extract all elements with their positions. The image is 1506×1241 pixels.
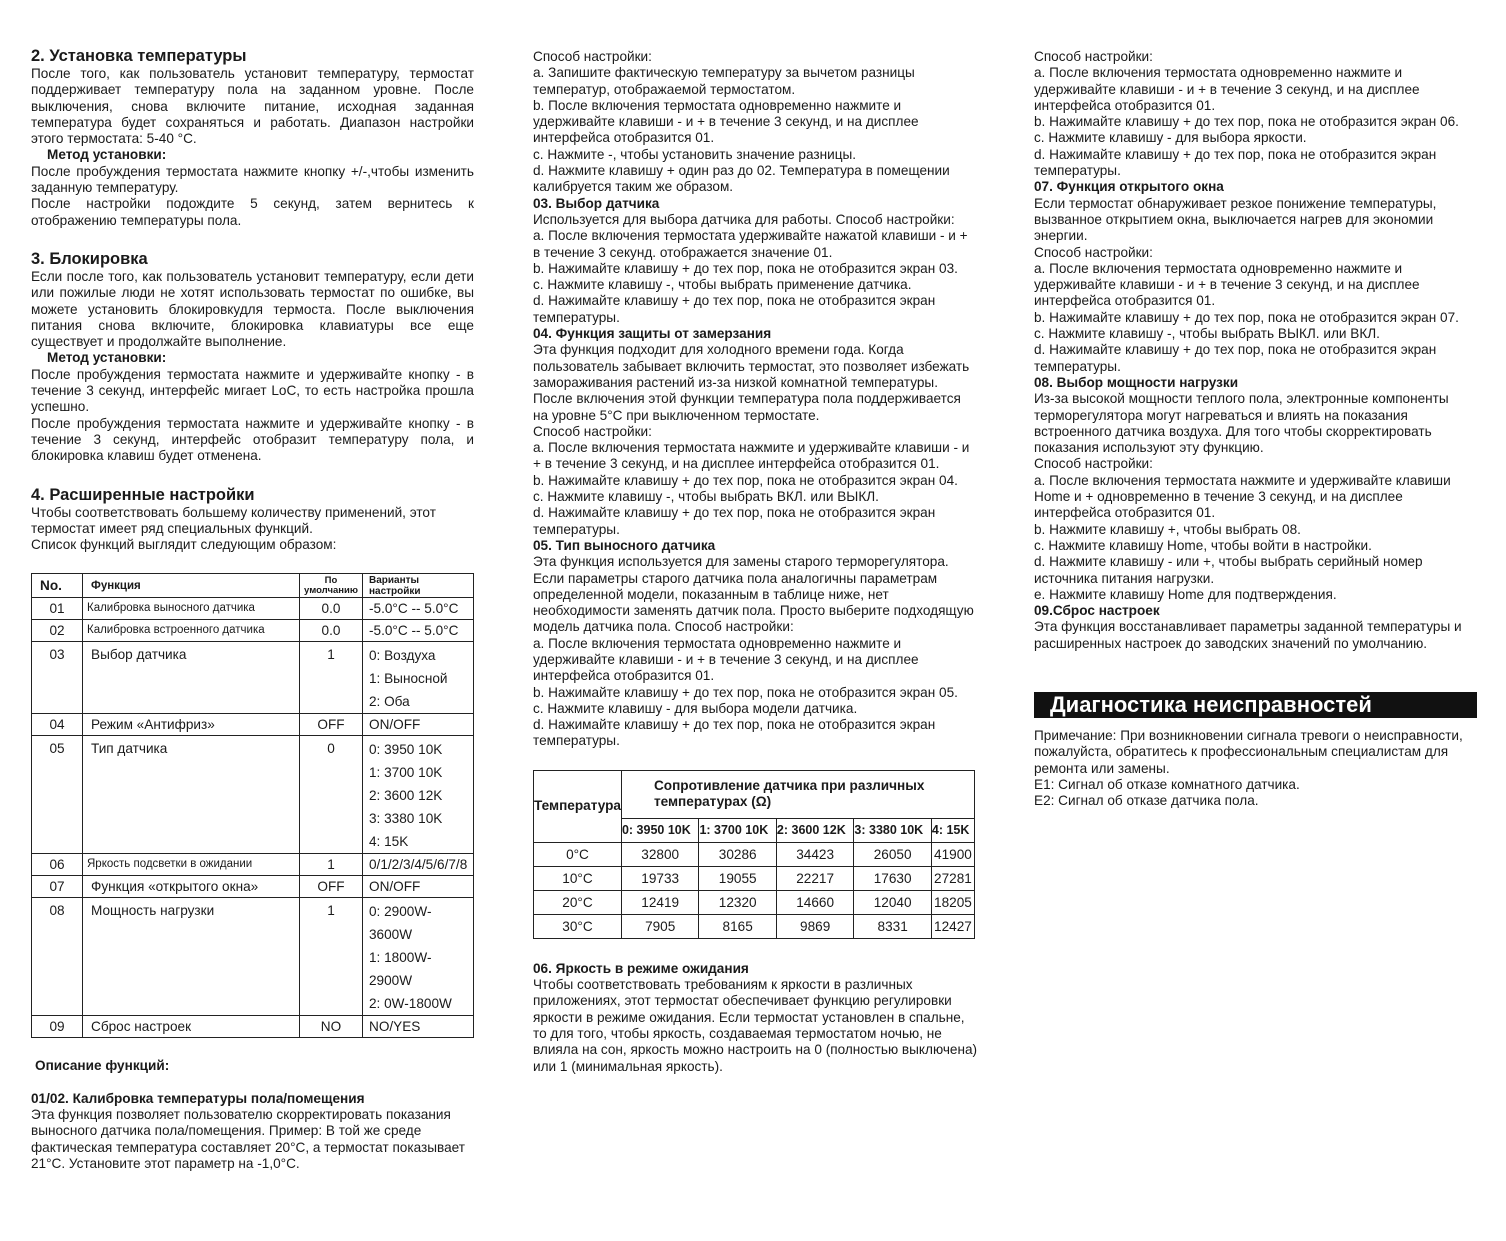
function-04-steps: [533, 342, 978, 538]
section-3-title: 3. Блокировка: [31, 249, 148, 268]
th-function: Функция: [83, 574, 300, 598]
th-no: No.: [32, 574, 83, 598]
rt-temp: 30°C: [534, 914, 622, 938]
function-no: 07: [32, 876, 83, 898]
function-05-line-5: d. Нажимайте клавишу + до тех пор, пока не отобразится экран температуры.: [533, 717, 936, 749]
function-04-line-5: c. Нажмите клавишу -, чтобы выбрать ВКЛ. или ВЫКЛ.: [533, 489, 879, 505]
function-options: [363, 876, 474, 898]
function-08-line-4: b. Нажмите клавишу +, чтобы выбрать 08.: [1034, 521, 1301, 537]
rt-value: 41900: [931, 842, 974, 866]
rt-temp-header: Температура: [534, 770, 622, 842]
function-no: 01: [32, 598, 83, 620]
rt-value: 26050: [854, 842, 931, 866]
th-options: Варианты настройки: [363, 574, 474, 598]
option-value: 0/1/2/3/4/5/6/7/8: [369, 857, 468, 873]
rt-value: 12419: [621, 890, 698, 914]
rt-row: [534, 842, 975, 866]
section-3-method-2: После пробуждения термостата нажмите и удерживайте кнопку - в течение 3 секунд, интерфейс отобразит температуру пола, и блокировка клавиш будет отменена.: [31, 415, 474, 464]
function-08-line-5: c. Нажмите клавишу Home, чтобы войти в настройки.: [1034, 537, 1372, 553]
function-no: 02: [32, 620, 83, 642]
function-name: Выбор датчика: [83, 642, 300, 714]
function-08-line-7: e. Нажмите клавишу Home для подтверждения.: [1034, 586, 1337, 602]
brightness-step-2: a. После включения термостата одновременно нажмите и удерживайте клавиши - и + в течение 3 секунд, и на дисплее интерфейса отобразится 01.: [1034, 65, 1420, 113]
rt-value: 14660: [776, 890, 853, 914]
function-row-07: [32, 876, 474, 898]
function-07-line-3: a. После включения термостата одновременно нажмите и удерживайте клавиши - и + в течение 3 секунд, и на дисплее интерфейса отобразится 01.: [1034, 260, 1420, 309]
function-05-title: 05. Тип выносного датчика: [533, 537, 716, 553]
option-value: 0: Воздуха: [369, 648, 436, 664]
function-default: 0: [300, 736, 363, 854]
section-2-title: 2. Установка температуры: [31, 47, 247, 65]
option-value: -5.0°C -- 5.0°C: [369, 623, 459, 639]
function-07-title: 07. Функция открытого окна: [1034, 179, 1224, 195]
section-4-text: Чтобы соответствовать большему количеству применений, этот термостат имеет ряд специальных функций.: [31, 504, 436, 536]
option-value: 0: 3950 10K: [369, 742, 443, 758]
calibration-step-5: d. Нажмите клавишу + один раз до 02. Температура в помещении калибруется таким же образом.: [533, 163, 950, 195]
function-options: [363, 898, 474, 1016]
section-3-method: Метод установки:: [47, 350, 167, 366]
rt-value: 19733: [621, 866, 698, 890]
function-row-02: [32, 620, 474, 642]
function-options: [363, 642, 474, 714]
option-value: 1: 3700 10K: [369, 765, 443, 781]
function-row-04: [32, 714, 474, 736]
function-name: Калибровка встроенного датчика: [83, 620, 300, 642]
function-07-line-6: d. Нажимайте клавишу + до тех пор, пока не отобразится экран температуры.: [1034, 342, 1437, 374]
rt-model-1: 1: 3700 10K: [699, 818, 776, 842]
rt-model-0: 0: 3950 10K: [621, 818, 698, 842]
function-05-line-1: Эта функция используется для замены старого терморегулятора. Если параметры старого датчика пола аналогичны параметрам определенной модели, показанным в таблице ниже, нет необходимости заменять датчик пола. Просто выберите подходящую модель датчика пола. Способ настройки:: [533, 554, 974, 635]
function-04-title: 04. Функция защиты от замерзания: [533, 326, 772, 342]
function-default: 0.0: [300, 620, 363, 642]
function-no: 03: [32, 642, 83, 714]
function-06-title: 06. Яркость в режиме ожидания: [533, 960, 749, 976]
diagnostics-text: [1034, 728, 1477, 809]
section-4-list-intro: Список функций выглядит следующим образом:: [31, 537, 337, 553]
rt-value: 30286: [699, 842, 776, 866]
function-options: [363, 620, 474, 642]
function-07-line-5: c. Нажмите клавишу -, чтобы выбрать ВЫКЛ. или ВКЛ.: [1034, 326, 1380, 342]
function-name: Режим «Антифриз»: [83, 714, 300, 736]
column-middle: [533, 49, 978, 1075]
th-default: По умолчанию: [300, 574, 363, 598]
rt-resistance-header: Сопротивление датчика при различных температурах (Ω): [621, 770, 974, 818]
brightness-step-4: c. Нажмите клавишу - для выбора яркости.: [1034, 130, 1307, 146]
option-value: -5.0°C -- 5.0°C: [369, 601, 459, 617]
function-options: [363, 854, 474, 876]
function-no: 09: [32, 1016, 83, 1038]
brightness-step-5: d. Нажимайте клавишу + до тех пор, пока не отобразится экран температуры.: [1034, 146, 1437, 179]
rt-value: 8165: [699, 914, 776, 938]
function-no: 04: [32, 714, 83, 736]
section-3-method-1: После пробуждения термостата нажмите и удерживайте кнопку - в течение 3 секунд, интерфейс мигает LoC, то есть настройка прошла успешно.: [31, 366, 474, 415]
function-04-line-4: b. Нажимайте клавишу + до тех пор, пока не отобразится экран 04.: [533, 472, 958, 488]
description-title: Описание функций:: [35, 1058, 170, 1074]
function-08-steps: [1034, 391, 1477, 603]
function-07-line-1: Если термостат обнаруживает резкое понижение температуры, вызванное открытием окна, выключается нагрев для экономии энергии.: [1034, 195, 1437, 244]
function-04-line-2: Способ настройки:: [533, 423, 652, 439]
function-row-08: [32, 898, 474, 1016]
functions-table-body: [32, 598, 474, 1038]
function-row-05: [32, 736, 474, 854]
section-2-method-2: После настройки подождите 5 секунд, затем вернитесь к отображению температуры пола.: [31, 196, 474, 228]
option-value: 3: 3380 10K: [369, 811, 443, 827]
option-value: 2: Оба: [369, 694, 410, 710]
function-no: 08: [32, 898, 83, 1016]
resistance-table: [533, 770, 975, 939]
rt-row: [534, 890, 975, 914]
function-03-line-5: d. Нажимайте клавишу + до тех пор, пока не отобразится экран температуры.: [533, 293, 936, 325]
rt-body: [534, 842, 975, 938]
rt-temp: 20°C: [534, 890, 622, 914]
function-row-09: [32, 1016, 474, 1038]
function-no: 06: [32, 854, 83, 876]
calibration-step-2: a. Запишите фактическую температуру за вычетом разницы температур, отображаемой термостатом.: [533, 65, 915, 97]
calibration-step-3: b. После включения термостата одновременно нажмите и удерживайте клавиши - и + в течение 3 секунд, и на дисплее интерфейса отобразится 01.: [533, 97, 919, 146]
function-07-steps: [1034, 196, 1477, 375]
rt-temp: 10°C: [534, 866, 622, 890]
function-default: 1: [300, 854, 363, 876]
rt-model-4: 4: 15K: [931, 818, 974, 842]
option-value: NO/YES: [369, 1019, 421, 1035]
function-default: 1: [300, 642, 363, 714]
function-options: [363, 736, 474, 854]
function-09-title: 09.Сброс настроек: [1034, 603, 1160, 619]
column-right: [1034, 49, 1477, 809]
rt-value: 7905: [621, 914, 698, 938]
function-0102-title: 01/02. Калибровка температуры пола/помещения: [31, 1090, 365, 1106]
function-default: NO: [300, 1016, 363, 1038]
function-row-03: [32, 642, 474, 714]
function-default: 1: [300, 898, 363, 1016]
option-value: 1: 1800W-2900W: [369, 950, 432, 989]
function-08-line-2: Способ настройки:: [1034, 456, 1153, 472]
rt-temp: 0°C: [534, 842, 622, 866]
rt-value: 32800: [621, 842, 698, 866]
function-name: Тип датчика: [83, 736, 300, 854]
rt-value: 19055: [699, 866, 776, 890]
function-03-line-4: c. Нажмите клавишу -, чтобы выбрать применение датчика.: [533, 277, 912, 293]
calibration-step-4: c. Нажмите -, чтобы установить значение разницы.: [533, 146, 857, 162]
function-08-title: 08. Выбор мощности нагрузки: [1034, 374, 1239, 390]
diagnostics-banner: Диагностика неисправностей: [1034, 692, 1477, 718]
function-05-line-3: b. Нажимайте клавишу + до тех пор, пока не отобразится экран 05.: [533, 684, 958, 700]
section-3-text: Если после того, как пользователь установит температуру, если дети или пожилые люди не хотят использовать термостат по ошибке, вы можете установить блокировкудля термоста. После выключения питания снова включите, блокировка клавиатуры все еще существует и продолжайте выполнение.: [31, 268, 474, 350]
function-03-line-3: b. Нажимайте клавишу + до тех пор, пока не отобразится экран 03.: [533, 260, 958, 276]
option-value: ON/OFF: [369, 879, 421, 895]
function-07-line-2: Способ настройки:: [1034, 244, 1153, 260]
rt-value: 34423: [776, 842, 853, 866]
option-value: 4: 15K: [369, 834, 409, 850]
function-row-06: [32, 854, 474, 876]
function-name: Сброс настроек: [83, 1016, 300, 1038]
rt-row: [534, 866, 975, 890]
brightness-steps: [1034, 49, 1477, 179]
option-value: ON/OFF: [369, 717, 421, 733]
brightness-step-3: b. Нажимайте клавишу + до тех пор, пока не отобразится экран 06.: [1034, 114, 1459, 130]
option-value: 0: 2900W-3600W: [369, 904, 432, 943]
function-04-line-6: d. Нажимайте клавишу + до тех пор, пока не отобразится экран температуры.: [533, 505, 936, 537]
option-value: 2: 3600 12K: [369, 788, 443, 804]
rt-model-2: 2: 3600 12K: [776, 818, 853, 842]
column-left: [31, 46, 474, 1172]
function-04-line-3: a. После включения термостата нажмите и удерживайте клавиши - и + в течение 3 секунд, и на дисплее интерфейса отобразится 01.: [533, 440, 970, 472]
section-2-method: Метод установки:: [47, 147, 167, 163]
rt-value: 12320: [699, 890, 776, 914]
rt-value: 27281: [931, 866, 974, 890]
option-value: 1: Выносной: [369, 671, 448, 687]
function-row-01: [32, 598, 474, 620]
function-options: [363, 1016, 474, 1038]
section-2-text: После того, как пользователь установит температуру, термостат поддерживает температуру пола на заданном уровне. После выключения, снова включите питание, исходная заданная температура будет сохраняться и работать. Диапазон настройки этого термостата: 5-40 °C.: [31, 66, 474, 147]
function-08-line-6: d. Нажмите клавишу - или +, чтобы выбрать серийный номер источника питания нагрузки.: [1034, 554, 1423, 586]
function-no: 05: [32, 736, 83, 854]
function-09-text: Эта функция восстанавливает параметры заданной температуры и расширенных настроек до заводских значений по умолчанию.: [1034, 619, 1462, 651]
function-03-line-1: Используется для выбора датчика для работы. Способ настройки:: [533, 211, 955, 227]
rt-row: [534, 914, 975, 938]
function-05-steps: [533, 554, 978, 750]
function-03-line-2: a. После включения термостата удерживайте нажатой клавиши - и + в течение 3 секунд. отображается значение 01.: [533, 228, 968, 260]
function-default: OFF: [300, 876, 363, 898]
function-06-text: Чтобы соответствовать требованиям к яркости в различных приложениях, этот термостат обеспечивает функцию регулировки яркости в режиме ожидания. Если термостат установлен в спальне, то для того, чтобы яркость, создаваемая термостатом ночью, не влияла на сон, яркость можно настроить на 0 (полностью выключена) или 1 (минимальная яркость).: [533, 977, 978, 1074]
function-03-steps: [533, 212, 978, 326]
function-name: Функция «открытого окна»: [83, 876, 300, 898]
function-05-line-2: a. После включения термостата одновременно нажмите и удерживайте клавиши - и + в течение 3 секунд, и на дисплее интерфейса отобразится 01.: [533, 635, 919, 684]
function-default: OFF: [300, 714, 363, 736]
rt-value: 12427: [931, 914, 974, 938]
section-4-title: 4. Расширенные настройки: [31, 485, 255, 504]
functions-table: [31, 573, 474, 1038]
rt-value: 8331: [854, 914, 931, 938]
diagnostics-line-2: E1: Сигнал об отказе комнатного датчика.: [1034, 776, 1300, 792]
function-name: Яркость подсветки в ожидании: [83, 854, 300, 876]
function-03-title: 03. Выбор датчика: [533, 195, 660, 211]
function-default: 0.0: [300, 598, 363, 620]
function-options: [363, 598, 474, 620]
function-04-line-1: Эта функция подходит для холодного времени года. Когда пользователь забывает включить термостат, это позволяет избежать замораживания растений из-за низкой комнатной температуры. После включения этой функции температура пола поддерживается на уровне 5°C при выключенном термостате.: [533, 342, 970, 423]
function-05-line-4: c. Нажмите клавишу - для выбора модели датчика.: [533, 700, 858, 716]
diagnostics-line-3: E2: Сигнал об отказе датчика пола.: [1034, 793, 1259, 809]
function-08-line-1: Из-за высокой мощности теплого пола, электронные компоненты терморегулятора могут нагреваться и влиять на показания встроенного датчика воздуха. Для того чтобы скорректировать показания используют эту функцию.: [1034, 391, 1449, 456]
function-07-line-4: b. Нажимайте клавишу + до тех пор, пока не отобразится экран 07.: [1034, 309, 1459, 325]
rt-value: 17630: [854, 866, 931, 890]
diagnostics-line-1: Примечание: При возникновении сигнала тревоги о неисправности, пожалуйста, обратитесь к профессиональным специалистам для ремонта или замены.: [1034, 727, 1463, 776]
section-2-method-1: После пробуждения термостата нажмите кнопку +/-,чтобы изменить заданную температуру.: [31, 163, 474, 196]
option-value: 2: 0W-1800W: [369, 996, 452, 1012]
function-options: [363, 714, 474, 736]
rt-value: 12040: [854, 890, 931, 914]
calibration-steps: [533, 49, 978, 196]
rt-value: 18205: [931, 890, 974, 914]
rt-value: 22217: [776, 866, 853, 890]
rt-value: 9869: [776, 914, 853, 938]
function-0102-text: Эта функция позволяет пользователю скорректировать показания выносного датчика пола/помещения. Пример: В той же среде фактическая температура составляет 20°C, а термостат показывает 21°C. Установите этот параметр на -1,0°C.: [31, 1107, 465, 1171]
rt-model-3: 3: 3380 10K: [854, 818, 931, 842]
function-name: Калибровка выносного датчика: [83, 598, 300, 620]
function-08-line-3: a. После включения термостата нажмите и удерживайте клавиши Home и + одновременно в течение 3 секунд, и на дисплее интерфейса отобразится 01.: [1034, 472, 1451, 521]
calibration-step-1: Способ настройки:: [533, 49, 652, 64]
function-name: Мощность нагрузки: [83, 898, 300, 1016]
brightness-step-1: Способ настройки:: [1034, 49, 1153, 64]
